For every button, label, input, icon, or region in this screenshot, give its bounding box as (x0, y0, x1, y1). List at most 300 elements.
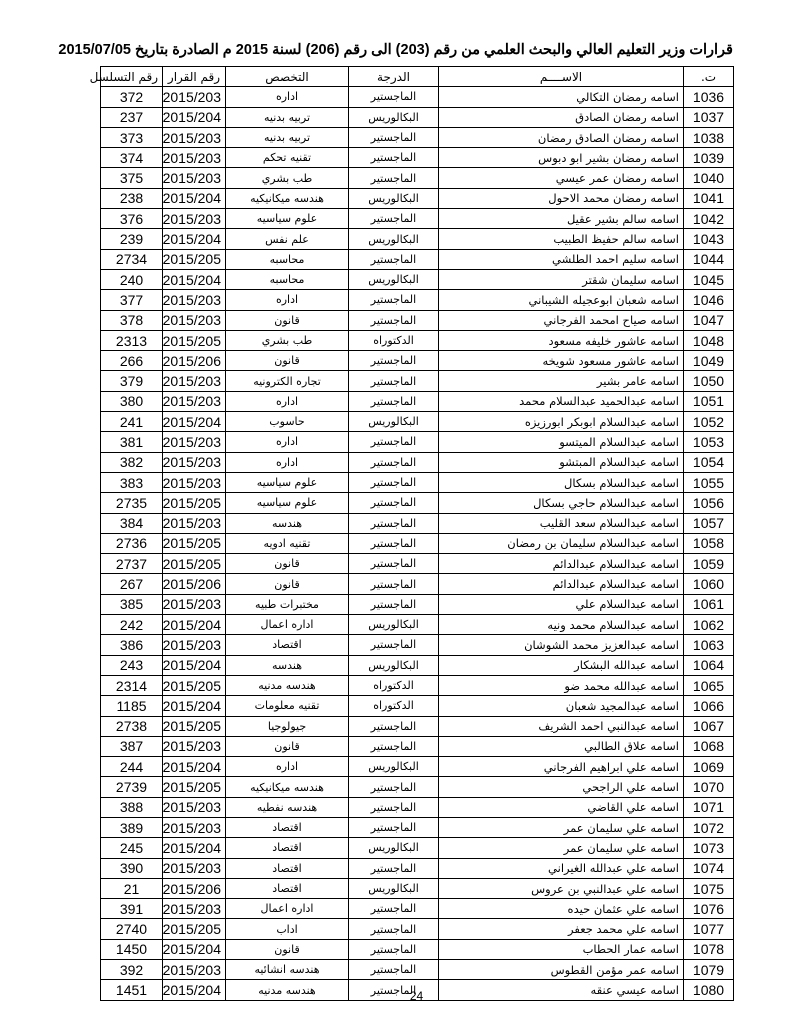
table-row (101, 493, 734, 513)
cell-seq: 1047 (684, 310, 734, 330)
table-row (101, 148, 734, 168)
cell-specialty: اداب (226, 919, 349, 939)
cell-serial: 2735 (101, 493, 163, 513)
cell-serial: 244 (101, 757, 163, 777)
cell-specialty: قانون (226, 939, 349, 959)
cell-specialty: حاسوب (226, 412, 349, 432)
cell-name: اسامه علي الراجحي (439, 777, 684, 797)
cell-decision: 2015/205 (163, 716, 226, 736)
cell-decision: 2015/204 (163, 229, 226, 249)
cell-decision: 2015/205 (163, 249, 226, 269)
cell-serial: 375 (101, 168, 163, 188)
cell-seq: 1077 (684, 919, 734, 939)
cell-name: اسامه عبدالسلام سعد القليب (439, 513, 684, 533)
cell-specialty: اقتصاد (226, 858, 349, 878)
cell-name: اسامه سالم حفيظ الطبيب (439, 229, 684, 249)
cell-degree: الماجستير (349, 127, 439, 147)
table-row (101, 330, 734, 350)
cell-name: اسامه علي عبدالله الغيراني (439, 858, 684, 878)
cell-name: اسامه رمضان الصادق (439, 107, 684, 127)
cell-name: اسامه علي عبدالنبي بن عروس (439, 878, 684, 898)
cell-name: اسامه علي ابراهيم الفرجاني (439, 757, 684, 777)
cell-decision: 2015/203 (163, 391, 226, 411)
cell-decision: 2015/203 (163, 858, 226, 878)
cell-decision: 2015/204 (163, 939, 226, 959)
cell-degree: الماجستير (349, 939, 439, 959)
cell-serial: 243 (101, 655, 163, 675)
cell-seq: 1049 (684, 351, 734, 371)
cell-name: اسامه عيسي عنقه (439, 980, 684, 1000)
cell-decision: 2015/203 (163, 290, 226, 310)
table-row (101, 269, 734, 289)
cell-specialty: قانون (226, 574, 349, 594)
header-specialty: التخصص (226, 67, 349, 87)
cell-decision: 2015/206 (163, 351, 226, 371)
cell-seq: 1060 (684, 574, 734, 594)
cell-seq: 1048 (684, 330, 734, 350)
cell-degree: البكالوريس (349, 878, 439, 898)
cell-serial: 376 (101, 209, 163, 229)
table-row (101, 87, 734, 107)
cell-specialty: اقتصاد (226, 635, 349, 655)
cell-serial: 372 (101, 87, 163, 107)
cell-serial: 373 (101, 127, 163, 147)
cell-name: اسامه عبدالسلام سليمان بن رمضان (439, 533, 684, 553)
cell-serial: 390 (101, 858, 163, 878)
cell-serial: 21 (101, 878, 163, 898)
table-row (101, 615, 734, 635)
cell-serial: 2313 (101, 330, 163, 350)
cell-specialty: محاسبه (226, 269, 349, 289)
cell-serial: 385 (101, 594, 163, 614)
cell-decision: 2015/204 (163, 269, 226, 289)
cell-seq: 1078 (684, 939, 734, 959)
cell-degree: الماجستير (349, 209, 439, 229)
table-row (101, 452, 734, 472)
cell-specialty: هندسه ميكانيكيه (226, 777, 349, 797)
cell-degree: الماجستير (349, 716, 439, 736)
table-row (101, 797, 734, 817)
cell-decision: 2015/203 (163, 899, 226, 919)
cell-degree: الماجستير (349, 351, 439, 371)
cell-serial: 2738 (101, 716, 163, 736)
cell-name: اسامه عبدالله محمد ضو (439, 675, 684, 695)
cell-decision: 2015/204 (163, 412, 226, 432)
cell-degree: الدكتوراه (349, 696, 439, 716)
cell-degree: البكالوريس (349, 838, 439, 858)
cell-seq: 1057 (684, 513, 734, 533)
cell-serial: 2734 (101, 249, 163, 269)
cell-decision: 2015/204 (163, 188, 226, 208)
cell-specialty: قانون (226, 310, 349, 330)
cell-degree: البكالوريس (349, 229, 439, 249)
cell-seq: 1037 (684, 107, 734, 127)
cell-degree: الماجستير (349, 249, 439, 269)
cell-specialty: اداره (226, 452, 349, 472)
cell-specialty: جيولوجيا (226, 716, 349, 736)
cell-seq: 1065 (684, 675, 734, 695)
cell-decision: 2015/203 (163, 513, 226, 533)
cell-name: اسامه عبدالحميد عبدالسلام محمد (439, 391, 684, 411)
cell-name: اسامه سليم احمد الطلشي (439, 249, 684, 269)
cell-specialty: اداره (226, 757, 349, 777)
cell-decision: 2015/203 (163, 127, 226, 147)
cell-seq: 1043 (684, 229, 734, 249)
cell-decision: 2015/203 (163, 817, 226, 837)
cell-name: اسامه رمضان محمد الاحول (439, 188, 684, 208)
cell-decision: 2015/205 (163, 675, 226, 695)
cell-name: اسامه عاشور مسعود شويخه (439, 351, 684, 371)
cell-serial: 267 (101, 574, 163, 594)
header-degree: الدرجة (349, 67, 439, 87)
table-row (101, 554, 734, 574)
table-row (101, 696, 734, 716)
cell-decision: 2015/205 (163, 493, 226, 513)
cell-name: اسامه عبدالسلام الميتسو (439, 432, 684, 452)
cell-specialty: اقتصاد (226, 838, 349, 858)
cell-degree: الماجستير (349, 899, 439, 919)
cell-specialty: اداره (226, 87, 349, 107)
cell-degree: الماجستير (349, 87, 439, 107)
cell-degree: الماجستير (349, 777, 439, 797)
cell-degree: الماجستير (349, 574, 439, 594)
cell-decision: 2015/206 (163, 878, 226, 898)
cell-specialty: تربيه بدنيه (226, 107, 349, 127)
cell-seq: 1053 (684, 432, 734, 452)
cell-seq: 1070 (684, 777, 734, 797)
cell-name: اسامه عبدالسلام بسكال (439, 472, 684, 492)
cell-seq: 1036 (684, 87, 734, 107)
cell-serial: 266 (101, 351, 163, 371)
cell-name: اسامه صياح امحمد الفرجاني (439, 310, 684, 330)
cell-degree: الماجستير (349, 817, 439, 837)
cell-specialty: طب بشري (226, 168, 349, 188)
cell-decision: 2015/203 (163, 635, 226, 655)
table-row (101, 472, 734, 492)
cell-serial: 2737 (101, 554, 163, 574)
table-row (101, 412, 734, 432)
table-row (101, 107, 734, 127)
cell-serial: 377 (101, 290, 163, 310)
table-row (101, 574, 734, 594)
table-row (101, 533, 734, 553)
table-row (101, 838, 734, 858)
cell-degree: الماجستير (349, 452, 439, 472)
cell-name: اسامه عبدالسلام عبدالدائم (439, 554, 684, 574)
cell-serial: 379 (101, 371, 163, 391)
cell-seq: 1076 (684, 899, 734, 919)
cell-seq: 1040 (684, 168, 734, 188)
cell-name: اسامه علي محمد جعفر (439, 919, 684, 939)
table-row (101, 249, 734, 269)
cell-serial: 387 (101, 736, 163, 756)
cell-name: اسامه رمضان عمر عيسي (439, 168, 684, 188)
cell-seq: 1051 (684, 391, 734, 411)
cell-specialty: اداره (226, 432, 349, 452)
cell-name: اسامه عبدالنبي احمد الشريف (439, 716, 684, 736)
cell-serial: 382 (101, 452, 163, 472)
cell-seq: 1080 (684, 980, 734, 1000)
cell-seq: 1075 (684, 878, 734, 898)
cell-degree: البكالوريس (349, 757, 439, 777)
cell-decision: 2015/203 (163, 168, 226, 188)
cell-decision: 2015/204 (163, 757, 226, 777)
graduates-table (89, 66, 734, 1001)
cell-degree: البكالوريس (349, 107, 439, 127)
cell-specialty: هندسه مدنيه (226, 675, 349, 695)
cell-seq: 1056 (684, 493, 734, 513)
cell-specialty: تقنيه تحكم (226, 148, 349, 168)
cell-decision: 2015/203 (163, 87, 226, 107)
cell-specialty: قانون (226, 736, 349, 756)
cell-serial: 1451 (101, 980, 163, 1000)
cell-specialty: هندسه مدنيه (226, 980, 349, 1000)
cell-specialty: اداره (226, 391, 349, 411)
cell-seq: 1055 (684, 472, 734, 492)
cell-serial: 2739 (101, 777, 163, 797)
cell-specialty: هندسه انشائيه (226, 960, 349, 980)
table-row (101, 432, 734, 452)
cell-seq: 1050 (684, 371, 734, 391)
cell-serial: 378 (101, 310, 163, 330)
table-row (101, 127, 734, 147)
table-row (101, 188, 734, 208)
table-row (101, 675, 734, 695)
table-row (101, 351, 734, 371)
cell-name: اسامه علي عثمان حيده (439, 899, 684, 919)
cell-serial: 389 (101, 817, 163, 837)
cell-decision: 2015/204 (163, 980, 226, 1000)
cell-serial: 384 (101, 513, 163, 533)
table-row (101, 209, 734, 229)
cell-degree: الماجستير (349, 635, 439, 655)
table-row (101, 899, 734, 919)
cell-seq: 1052 (684, 412, 734, 432)
cell-specialty: مختبرات طبيه (226, 594, 349, 614)
cell-serial: 1185 (101, 696, 163, 716)
cell-name: اسامه عبدالسلام عبدالدائم (439, 574, 684, 594)
cell-serial: 2736 (101, 533, 163, 553)
cell-specialty: تجاره الكترونيه (226, 371, 349, 391)
cell-name: اسامه عبدالمجيد شعبان (439, 696, 684, 716)
cell-seq: 1079 (684, 960, 734, 980)
cell-specialty: علوم سياسيه (226, 209, 349, 229)
cell-name: اسامه علاق الطالبي (439, 736, 684, 756)
cell-serial: 238 (101, 188, 163, 208)
page-number: 24 (409, 989, 424, 1003)
cell-seq: 1046 (684, 290, 734, 310)
cell-specialty: محاسبه (226, 249, 349, 269)
cell-specialty: تربيه بدنيه (226, 127, 349, 147)
cell-decision: 2015/205 (163, 777, 226, 797)
table-row (101, 817, 734, 837)
cell-specialty: اقتصاد (226, 878, 349, 898)
table-row (101, 736, 734, 756)
document-title: قرارات وزير التعليم العالي والبحث العلمي من رقم (203) الى رقم (206) لسنة 2015 م الصادرة بتاريخ 2015/07/05 (58, 42, 733, 58)
cell-seq: 1064 (684, 655, 734, 675)
cell-name: اسامه سليمان شقتر (439, 269, 684, 289)
cell-name: اسامه علي سليمان عمر (439, 838, 684, 858)
cell-degree: الماجستير (349, 472, 439, 492)
cell-specialty: قانون (226, 554, 349, 574)
cell-serial: 239 (101, 229, 163, 249)
cell-degree: الماجستير (349, 858, 439, 878)
table-row (101, 757, 734, 777)
cell-decision: 2015/203 (163, 371, 226, 391)
cell-decision: 2015/205 (163, 533, 226, 553)
table-row (101, 919, 734, 939)
cell-degree: الماجستير (349, 797, 439, 817)
cell-specialty: طب بشري (226, 330, 349, 350)
cell-degree: الدكتوراه (349, 330, 439, 350)
table-row (101, 939, 734, 959)
cell-name: اسامه علي سليمان عمر (439, 817, 684, 837)
cell-seq: 1066 (684, 696, 734, 716)
cell-decision: 2015/203 (163, 310, 226, 330)
table-body (101, 87, 734, 1000)
cell-seq: 1044 (684, 249, 734, 269)
table-row (101, 513, 734, 533)
cell-decision: 2015/204 (163, 615, 226, 635)
cell-seq: 1062 (684, 615, 734, 635)
cell-name: اسامه عبدالسلام ابوبكر ابورزيزه (439, 412, 684, 432)
cell-degree: البكالوريس (349, 412, 439, 432)
cell-specialty: هندسه (226, 513, 349, 533)
cell-decision: 2015/204 (163, 696, 226, 716)
cell-seq: 1067 (684, 716, 734, 736)
cell-specialty: هندسه ميكانيكيه (226, 188, 349, 208)
cell-seq: 1068 (684, 736, 734, 756)
cell-degree: الماجستير (349, 513, 439, 533)
cell-name: اسامه عمار الحطاب (439, 939, 684, 959)
cell-decision: 2015/203 (163, 452, 226, 472)
cell-seq: 1039 (684, 148, 734, 168)
cell-serial: 240 (101, 269, 163, 289)
table-row (101, 635, 734, 655)
cell-degree: الماجستير (349, 533, 439, 553)
cell-seq: 1069 (684, 757, 734, 777)
cell-degree: الماجستير (349, 980, 439, 1000)
table-row (101, 371, 734, 391)
cell-degree: الماجستير (349, 310, 439, 330)
cell-seq: 1072 (684, 817, 734, 837)
cell-serial: 391 (101, 899, 163, 919)
cell-name: اسامه عبدالله البشكار (439, 655, 684, 675)
cell-seq: 1071 (684, 797, 734, 817)
cell-seq: 1041 (684, 188, 734, 208)
table-row (101, 168, 734, 188)
cell-name: اسامه عبدالسلام محمد ونيه (439, 615, 684, 635)
cell-seq: 1073 (684, 838, 734, 858)
cell-name: اسامه عامر بشير (439, 371, 684, 391)
cell-decision: 2015/203 (163, 594, 226, 614)
cell-degree: الماجستير (349, 371, 439, 391)
cell-decision: 2015/204 (163, 107, 226, 127)
cell-decision: 2015/203 (163, 432, 226, 452)
cell-specialty: تقنيه ادويه (226, 533, 349, 553)
cell-seq: 1074 (684, 858, 734, 878)
cell-name: اسامه رمضان الصادق رمضان (439, 127, 684, 147)
cell-serial: 392 (101, 960, 163, 980)
cell-degree: الدكتوراه (349, 675, 439, 695)
cell-specialty: هندسه نفطيه (226, 797, 349, 817)
cell-degree: الماجستير (349, 960, 439, 980)
cell-specialty: علوم سياسيه (226, 493, 349, 513)
cell-name: اسامه عبدالعزيز محمد الشوشان (439, 635, 684, 655)
cell-specialty: اداره (226, 290, 349, 310)
cell-serial: 381 (101, 432, 163, 452)
table-row (101, 310, 734, 330)
cell-name: اسامه شعبان ابوعجيله الشيباني (439, 290, 684, 310)
table-row (101, 716, 734, 736)
cell-specialty: هندسه (226, 655, 349, 675)
cell-specialty: علم نفس (226, 229, 349, 249)
cell-serial: 386 (101, 635, 163, 655)
cell-decision: 2015/203 (163, 472, 226, 492)
cell-degree: البكالوريس (349, 188, 439, 208)
header-serial: رقم التسلسل (101, 67, 163, 87)
cell-serial: 383 (101, 472, 163, 492)
table-row (101, 655, 734, 675)
cell-name: اسامه رمضان التكالي (439, 87, 684, 107)
cell-specialty: علوم سياسيه (226, 472, 349, 492)
cell-specialty: قانون (226, 351, 349, 371)
cell-decision: 2015/203 (163, 960, 226, 980)
cell-seq: 1042 (684, 209, 734, 229)
table-row (101, 594, 734, 614)
cell-decision: 2015/205 (163, 919, 226, 939)
cell-serial: 241 (101, 412, 163, 432)
table-row (101, 878, 734, 898)
header-decision: رقم القرار (163, 67, 226, 87)
cell-degree: الماجستير (349, 919, 439, 939)
cell-degree: الماجستير (349, 391, 439, 411)
cell-serial: 2740 (101, 919, 163, 939)
cell-name: اسامه عبدالسلام المبتشو (439, 452, 684, 472)
cell-degree: الماجستير (349, 168, 439, 188)
cell-serial: 380 (101, 391, 163, 411)
header-name: الاســــم (439, 67, 684, 87)
cell-decision: 2015/205 (163, 554, 226, 574)
cell-serial: 374 (101, 148, 163, 168)
cell-decision: 2015/203 (163, 209, 226, 229)
cell-serial: 245 (101, 838, 163, 858)
cell-name: اسامه عمر مؤمن القطوس (439, 960, 684, 980)
cell-decision: 2015/203 (163, 797, 226, 817)
cell-specialty: اداره اعمال (226, 615, 349, 635)
table-row (101, 391, 734, 411)
cell-degree: الماجستير (349, 594, 439, 614)
table-row (101, 960, 734, 980)
cell-degree: الماجستير (349, 148, 439, 168)
cell-decision: 2015/206 (163, 574, 226, 594)
cell-decision: 2015/203 (163, 736, 226, 756)
cell-serial: 242 (101, 615, 163, 635)
cell-name: اسامه رمضان بشير ابو دبوس (439, 148, 684, 168)
cell-name: اسامه عاشور خليفه مسعود (439, 330, 684, 350)
cell-name: اسامه سالم بشير عقيل (439, 209, 684, 229)
cell-specialty: تقنيه معلومات (226, 696, 349, 716)
cell-degree: الماجستير (349, 290, 439, 310)
cell-degree: الماجستير (349, 736, 439, 756)
cell-seq: 1045 (684, 269, 734, 289)
cell-serial: 1450 (101, 939, 163, 959)
cell-degree: البكالوريس (349, 615, 439, 635)
cell-seq: 1058 (684, 533, 734, 553)
cell-specialty: اقتصاد (226, 817, 349, 837)
cell-seq: 1063 (684, 635, 734, 655)
cell-serial: 2314 (101, 675, 163, 695)
